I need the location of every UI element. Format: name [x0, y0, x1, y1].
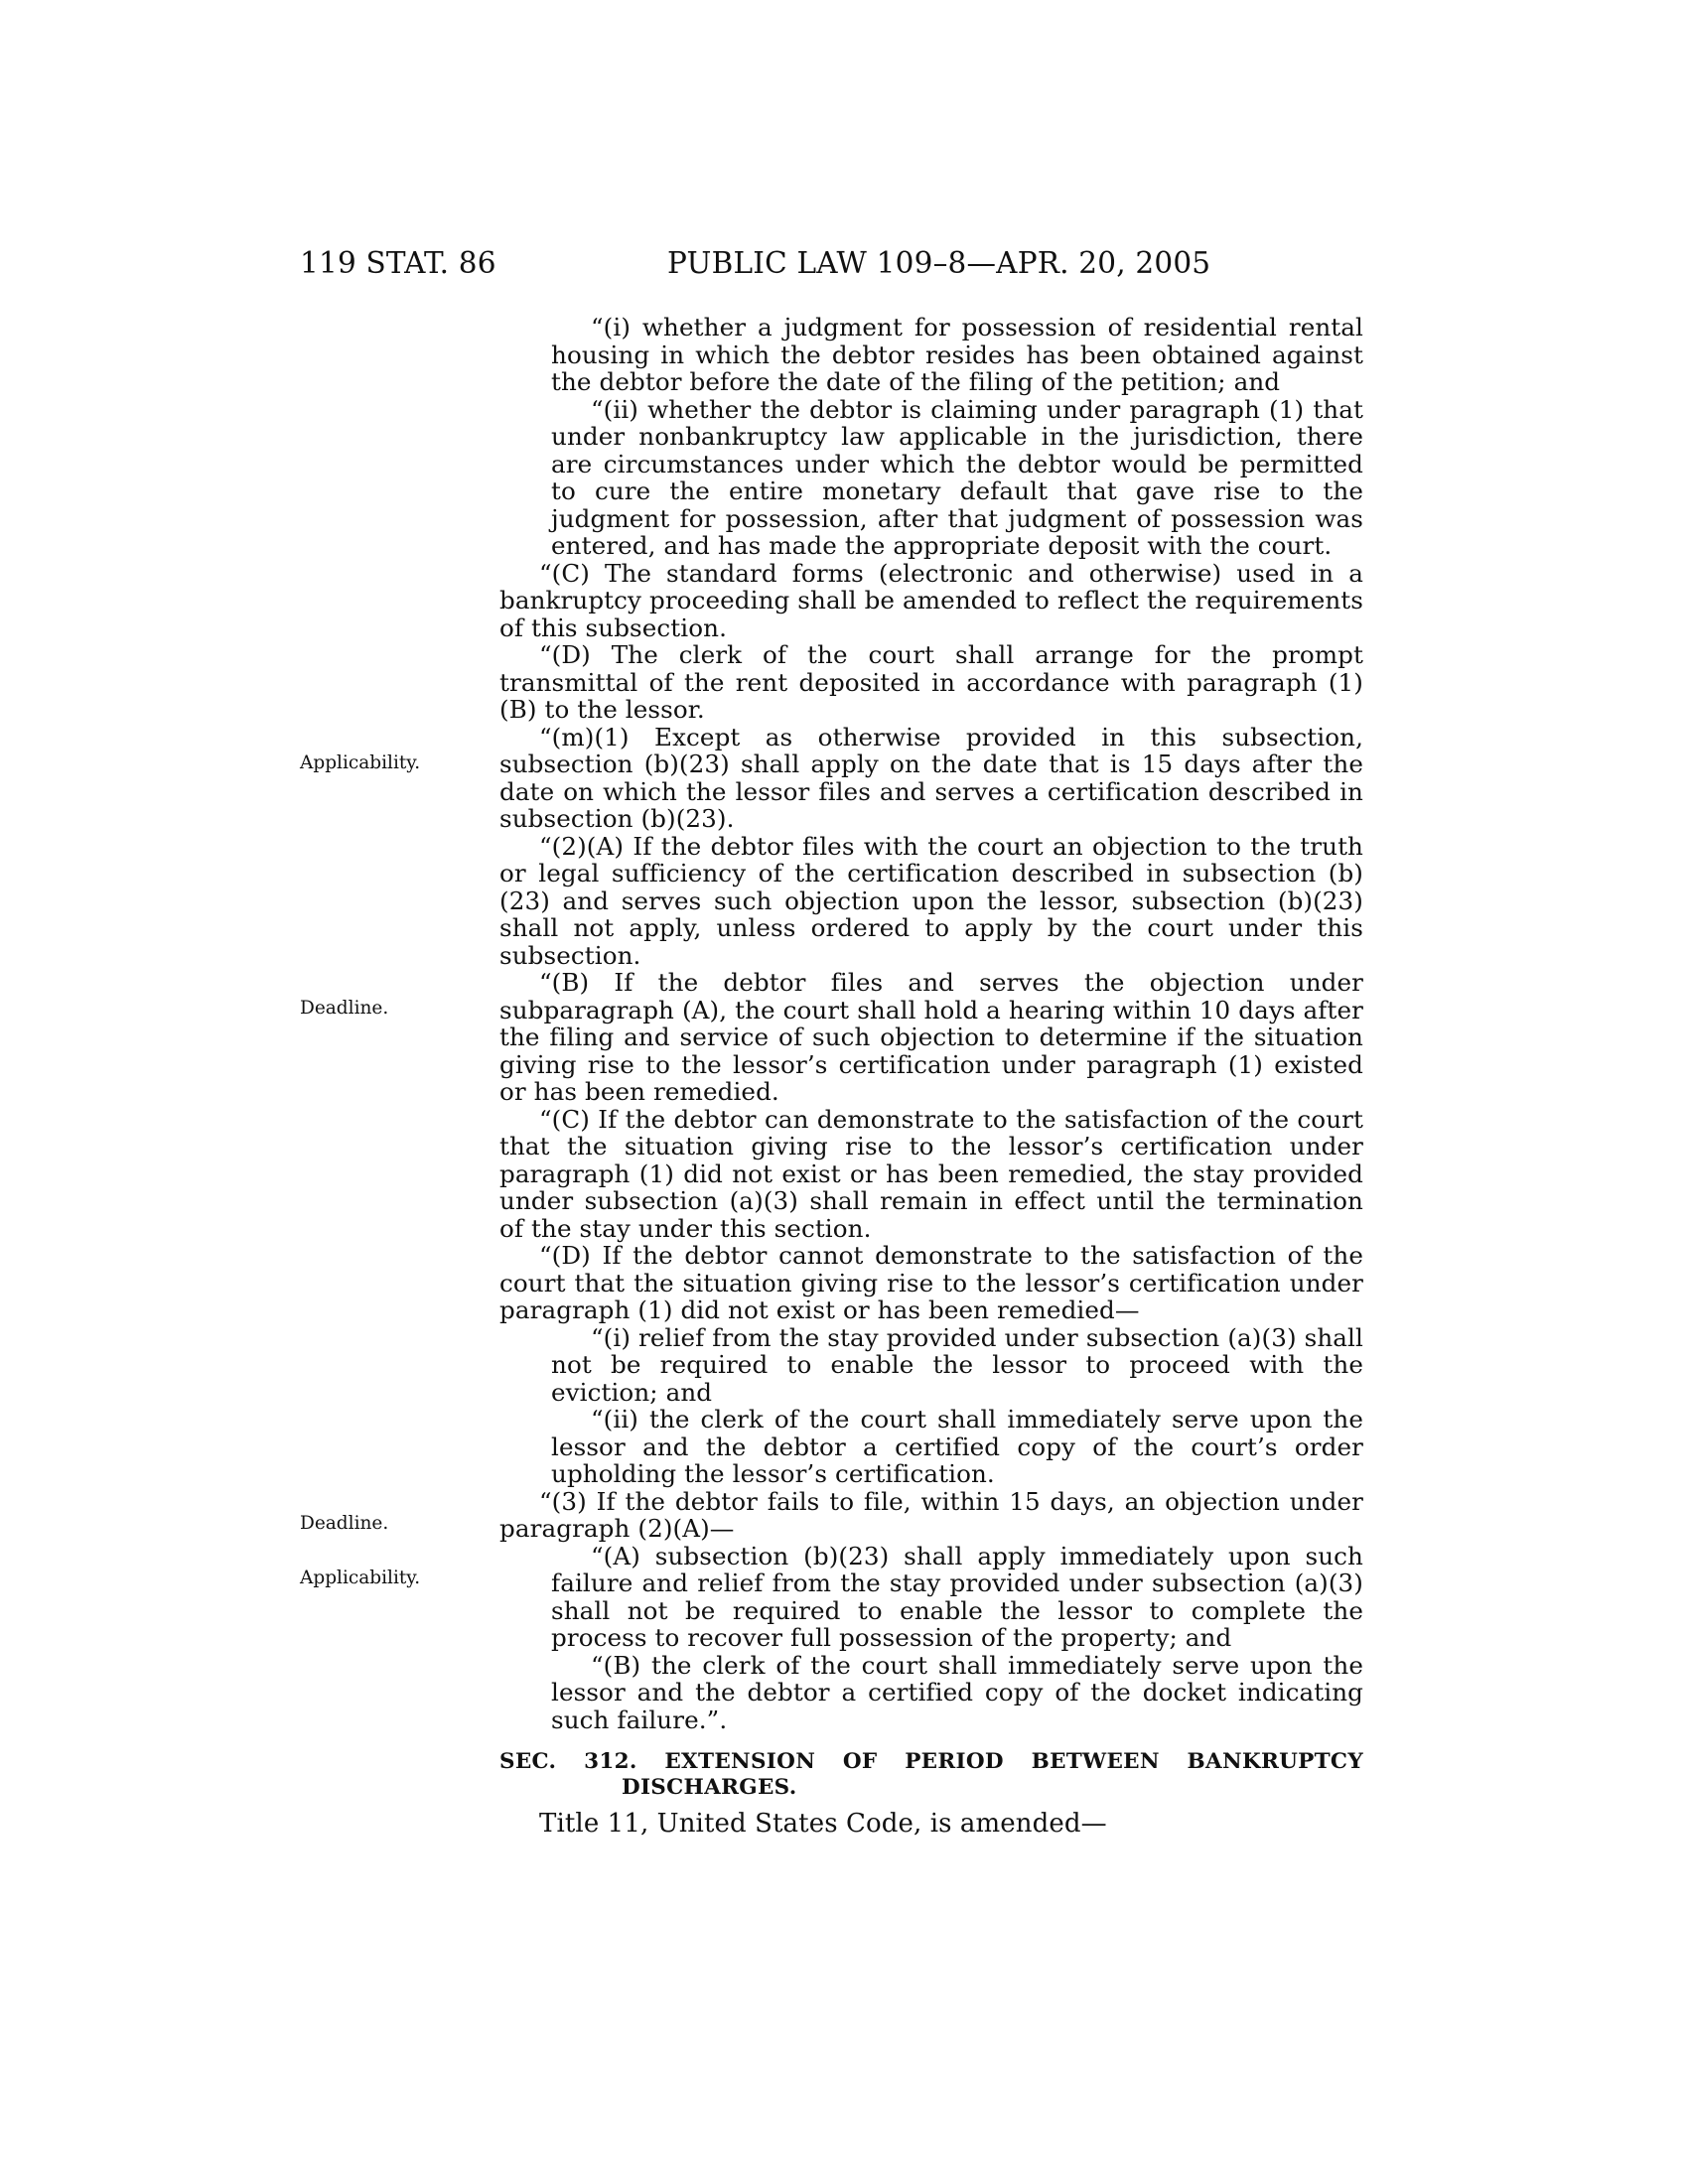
margin-note-applicability: Applicability. — [300, 752, 421, 773]
margin-note-deadline: Deadline. — [300, 1513, 389, 1534]
subparagraph-d: “(D) The clerk of the court shall arrange for the prompt transmittal of the rent deposited in accordance with paragraph (1)(B) to the lessor. — [499, 640, 1363, 724]
subparagraph-b: “(B) the clerk of the court shall immediately serve upon the lessor and the debtor a certified copy of the docket indicating such failure.”. — [551, 1650, 1363, 1734]
subparagraph-d: “(D) If the debtor cannot demonstrate to the satisfaction of the court that the situation giving rise to the lessor’s certification under paragraph (1) did not exist or has been remedied— — [499, 1241, 1363, 1324]
subparagraph-c: “(C) If the debtor can demonstrate to the satisfaction of the court that the situation giving rise to the lessor’s certification under paragraph (1) did not exist or has been remedied, the stay provided under subsection (a)(3) shall remain in effect until the termination of the stay under this section. — [499, 1104, 1363, 1243]
paragraph-2-a: “(2)(A) If the debtor files with the court an objection to the truth or legal sufficiency of the certification described in subsection (b)(23) and serves such objection upon the lessor, subsection (b)(23) shall not apply, unless ordered to apply by the court under this subsection. — [499, 831, 1363, 970]
clause-ii: “(ii) the clerk of the court shall immediately serve upon the lessor and the debtor a certified copy of the court’s order upholding the lessor’s certification. — [551, 1405, 1363, 1488]
subparagraph-b: “(B) If the debtor files and serves the objection under subparagraph (A), the court shall hold a hearing within 10 days after the filing and service of such objection to determine if the situation giving rise to the lessor’s certification under paragraph (1) existed or has been remedied. — [499, 968, 1363, 1106]
subsection-m-1: “(m)(1) Except as otherwise provided in this subsection, subsection (b)(23) shall apply on the date that is 15 days after the date on which the lessor files and serves a certification described in subsection (b)(23). — [499, 722, 1363, 833]
margin-note-deadline: Deadline. — [300, 998, 389, 1019]
clause-i: “(i) relief from the stay provided under subsection (a)(3) shall not be required to enable the lessor to proceed with the eviction; and — [551, 1322, 1363, 1407]
statute-body — [499, 314, 1363, 1839]
section-intro: Title 11, United States Code, is amended— — [539, 1809, 1107, 1839]
statute-page-number: 119 STAT. 86 — [300, 246, 496, 280]
subparagraph-c: “(C) The standard forms (electronic and otherwise) used in a bankruptcy proceeding shall be amended to reflect the requirements of this subsection. — [499, 558, 1363, 642]
paragraph-3: “(3) If the debtor fails to file, within 15 days, an objection under paragraph (2)(A)— — [499, 1486, 1363, 1543]
clause-ii: “(ii) whether the debtor is claiming under paragraph (1) that under nonbankruptcy law applicable in the jurisdiction, there are circumstances under which the debtor would be permitted to cure the entire monetary default that gave rise to the judgment for possession, after that judgment of possession was entered, and has made the appropriate deposit with the court. — [551, 394, 1363, 560]
section-heading: SEC. 312. EXTENSION OF PERIOD BETWEEN BANKRUPTCY DISCHARGES. — [499, 1749, 1363, 1800]
subparagraph-a: “(A) subsection (b)(23) shall apply immediately upon such failure and relief from the stay provided under subsection (a)(3) shall not be required to enable the lessor to complete the process to recover full possession of the property; and — [551, 1541, 1363, 1652]
page-header — [300, 246, 1372, 286]
margin-note-applicability: Applicability. — [300, 1568, 421, 1588]
clause-i: “(i) whether a judgment for possession of residential rental housing in which the debtor resides has been obtained against the debtor before the date of the filing of the petition; and — [551, 313, 1363, 396]
public-law-title: PUBLIC LAW 109–8—APR. 20, 2005 — [667, 246, 1211, 280]
